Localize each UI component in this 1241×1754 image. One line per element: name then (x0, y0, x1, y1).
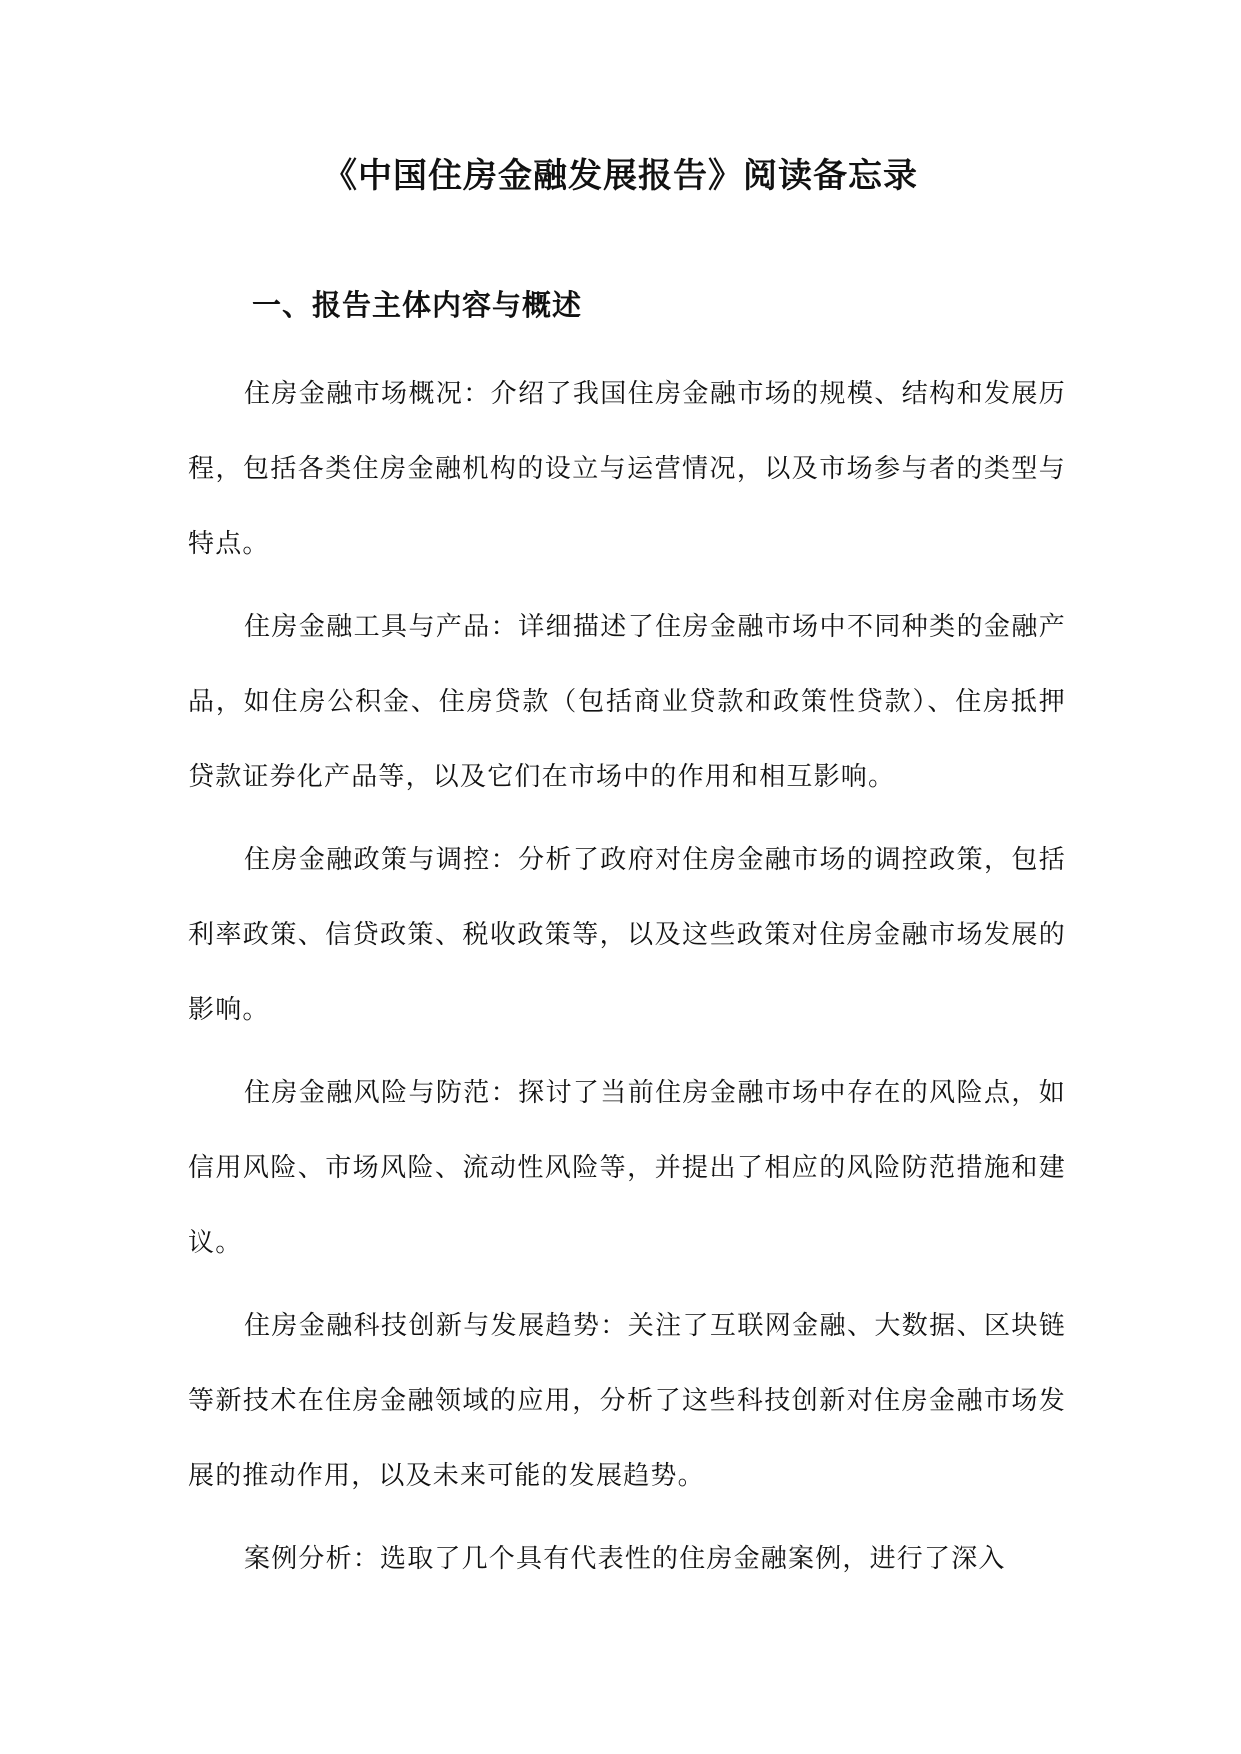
paragraph-case-analysis: 案例分析：选取了几个具有代表性的住房金融案例，进行了深入 (244, 1544, 1006, 1574)
paragraph-market-overview: 住房金融市场概况：介绍了我国住房金融市场的规模、结构和发展历程，包括各类住房金融机构的设立与运营情况，以及市场参与者的类型与特点。 (188, 379, 1066, 559)
paragraph-risk-prevention: 住房金融风险与防范：探讨了当前住房金融市场中存在的风险点，如信用风险、市场风险、流动性风险等，并提出了相应的风险防范措施和建议。 (188, 1078, 1066, 1258)
document-title: 《中国住房金融发展报告》阅读备忘录 (323, 156, 918, 196)
paragraph-policy-regulation: 住房金融政策与调控：分析了政府对住房金融市场的调控政策，包括利率政策、信贷政策、税收政策等，以及这些政策对住房金融市场发展的影响。 (188, 845, 1066, 1025)
section-heading: 一、报告主体内容与概述 (252, 288, 583, 322)
paragraph-tools-products: 住房金融工具与产品：详细描述了住房金融市场中不同种类的金融产品，如住房公积金、住房贷款（包括商业贷款和政策性贷款）、住房抵押贷款证券化产品等，以及它们在市场中的作用和相互影响。 (188, 612, 1066, 792)
section-body (188, 357, 1066, 1605)
paragraph-fintech-trends: 住房金融科技创新与发展趋势：关注了互联网金融、大数据、区块链等新技术在住房金融领域的应用，分析了这些科技创新对住房金融市场发展的推动作用，以及未来可能的发展趋势。 (188, 1311, 1066, 1491)
